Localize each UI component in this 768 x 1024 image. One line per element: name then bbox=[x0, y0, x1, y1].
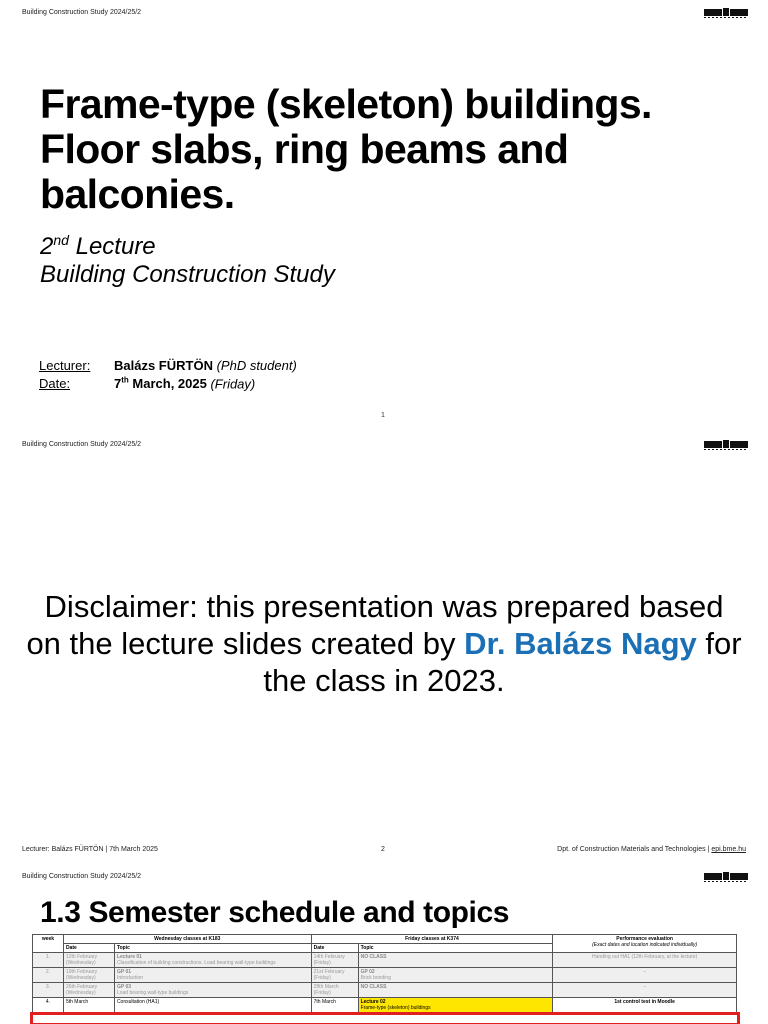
date-col-header: Date bbox=[311, 944, 358, 953]
author-name: Dr. Balázs Nagy bbox=[464, 626, 697, 661]
topic-col-header: Topic bbox=[114, 944, 311, 953]
course-name: Building Construction Study bbox=[40, 261, 335, 288]
course-header: Building Construction Study 2024/25/2 bbox=[22, 873, 142, 880]
page-number: 1 bbox=[381, 412, 385, 419]
disclaimer-text: Disclaimer: this presentation was prepared based on the lecture slides created by Dr. Balázs Nagy for the class in 2023. bbox=[26, 589, 742, 698]
slide-1 bbox=[0, 0, 768, 432]
lecturer-role: (PhD student) bbox=[216, 358, 297, 373]
page-number: 2 bbox=[381, 846, 385, 853]
department-link[interactable]: epi.bme.hu bbox=[711, 846, 746, 853]
table-row: 3. 26th February (Wednesday) GP 03 Load bearing wall-type buildings 28th March (Friday) NO CLASS – bbox=[33, 983, 737, 998]
university-logo bbox=[704, 7, 748, 19]
slide-2 bbox=[0, 432, 768, 864]
schedule-table bbox=[32, 934, 737, 1013]
footer-department: Dpt. of Construction Materials and Technologies | epi.bme.hu bbox=[557, 846, 746, 853]
course-header: Building Construction Study 2024/25/2 bbox=[22, 9, 142, 16]
university-logo bbox=[704, 439, 748, 451]
lecturer-name: Balázs FÜRTÖN bbox=[114, 358, 213, 373]
wednesday-header: Wednesday classes at K183 bbox=[63, 935, 311, 944]
slide-3 bbox=[0, 864, 768, 1024]
performance-header: Performance evaluation (Exact dates and location indicated individually) bbox=[553, 935, 737, 953]
page-title: Frame-type (skeleton) buildings. Floor slabs, ring beams and balconies. bbox=[40, 81, 652, 217]
university-logo bbox=[704, 871, 748, 883]
course-header: Building Construction Study 2024/25/2 bbox=[22, 441, 142, 448]
lecture-number: 2nd Lecture bbox=[40, 232, 156, 260]
footer-lecturer: Lecturer: Balázs FÜRTÖN | 7th March 2025 bbox=[22, 846, 158, 853]
current-week-highlight bbox=[30, 1012, 740, 1024]
section-title: 1.3 Semester schedule and topics bbox=[40, 896, 510, 929]
date-label: Date: bbox=[39, 376, 71, 391]
date-weekday: (Friday) bbox=[210, 376, 256, 392]
lecturer-label: Lecturer: bbox=[39, 358, 91, 373]
subtitle bbox=[40, 226, 335, 289]
topic-col-header: Topic bbox=[358, 944, 553, 953]
week-header: week bbox=[33, 935, 64, 953]
table-row: 2. 19th February (Wednesday) GP 01 Introduction 21st February (Friday) GP 02 Brick bonding – bbox=[33, 968, 737, 983]
date-col-header: Date bbox=[63, 944, 114, 953]
table-row: 1. 12th February (Wednesday) Lecture 01 Classification of building constructions. Load bearing wall-type buildings 14th February (Friday) NO CLASS Handing out HA1 (12th February, at the lecture) bbox=[33, 953, 737, 968]
table-row-current: 4. 5th March Consultation (HA1) 7th March Lecture 02 Frame-type (skeleton) buildings 1st control test in Moodle bbox=[33, 998, 737, 1013]
friday-header: Friday classes at K374 bbox=[311, 935, 553, 944]
date-value: 7th March, 2025 bbox=[114, 376, 207, 392]
